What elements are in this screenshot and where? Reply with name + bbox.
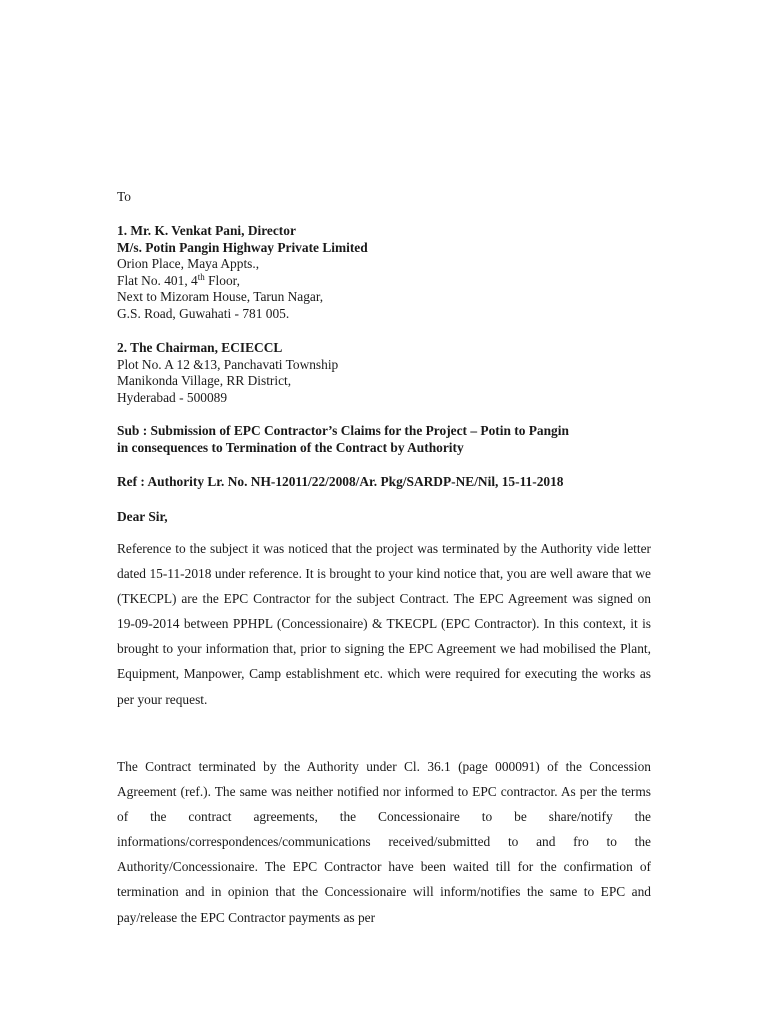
- body-paragraph-1: Reference to the subject it was noticed that the project was terminated by the Authority vide letter dated 15-11-2018 under reference. It is brought to your kind notice that, you are well aware that we (TKECPL) are the EPC Contractor for the subject Contract. The EPC Agreement was signed on 19-09-2014 between PPHPL (Concessionaire) & TKECPL (EPC Contractor). In this context, it is brought to your information that, prior to signing the EPC Agreement we had mobilised the Plant, Equipment, Manpower, Camp establishment etc. which were required for executing the works as per your request.: [117, 541, 651, 707]
- recipient-1-company: M/s. Potin Pangin Highway Private Limited: [117, 239, 368, 255]
- salutation: Dear Sir,: [117, 509, 168, 524]
- floor-text: Floor,: [204, 272, 240, 288]
- subject-line: Sub : Submission of EPC Contractor’s Claims for the Project – Potin to Pangin: [117, 423, 569, 438]
- recipient-1-flat-line: [117, 273, 652, 290]
- salutation-block: [117, 509, 652, 526]
- to-label: To: [117, 189, 131, 204]
- subject-block: [117, 423, 657, 456]
- reference-block: [117, 474, 652, 491]
- subject-line: in consequences to Termination of the Contract by Authority: [117, 439, 464, 455]
- recipient-2-address-line: Hyderabad - 500089: [117, 389, 228, 405]
- recipient-1-address-line: Next to Mizoram House, Tarun Nagar,: [117, 289, 324, 305]
- recipient-2-number: 2: [117, 340, 124, 355]
- recipient-1-name: 1. Mr. K. Venkat Pani, Director: [117, 223, 296, 238]
- recipient-1-address-line: G.S. Road, Guwahati - 781 005.: [117, 305, 290, 321]
- reference-line: Ref : Authority Lr. No. NH-12011/22/2008/Ar. Pkg/SARDP-NE/Nil, 15-11-2018: [117, 474, 564, 489]
- floor-ordinal-suffix: th: [197, 271, 205, 282]
- recipient-2-title: . The Chairman, ECIECCL: [123, 340, 283, 355]
- recipient-2-address-line: Manikonda Village, RR District,: [117, 373, 292, 389]
- recipient-1-address: [117, 223, 652, 323]
- body-paragraph-2: The Contract terminated by the Authority under Cl. 36.1 (page 000091) of the Concession Agreement (ref.). The same was neither notified nor informed to EPC contractor. As per the terms of the contract agreements, the Concessionaire to be share/notify the informations/correspondences/communications received/submitted to and fro to the Authority/Concessionaire. The EPC Contractor have been waited till for the confirmation of termination and in opinion that the Concessionaire will inform/notifies the same to EPC and pay/release the EPC Contractor payments as per: [117, 759, 651, 925]
- recipient-2-address: [117, 340, 652, 406]
- flat-text: Flat No. 401, 4: [117, 272, 198, 288]
- recipient-2-address-line: Plot No. A 12 &13, Panchavati Township: [117, 356, 339, 372]
- recipient-2-name: [117, 340, 652, 357]
- to-label-block: [117, 189, 652, 206]
- recipient-1-address-line: Orion Place, Maya Appts.,: [117, 256, 260, 272]
